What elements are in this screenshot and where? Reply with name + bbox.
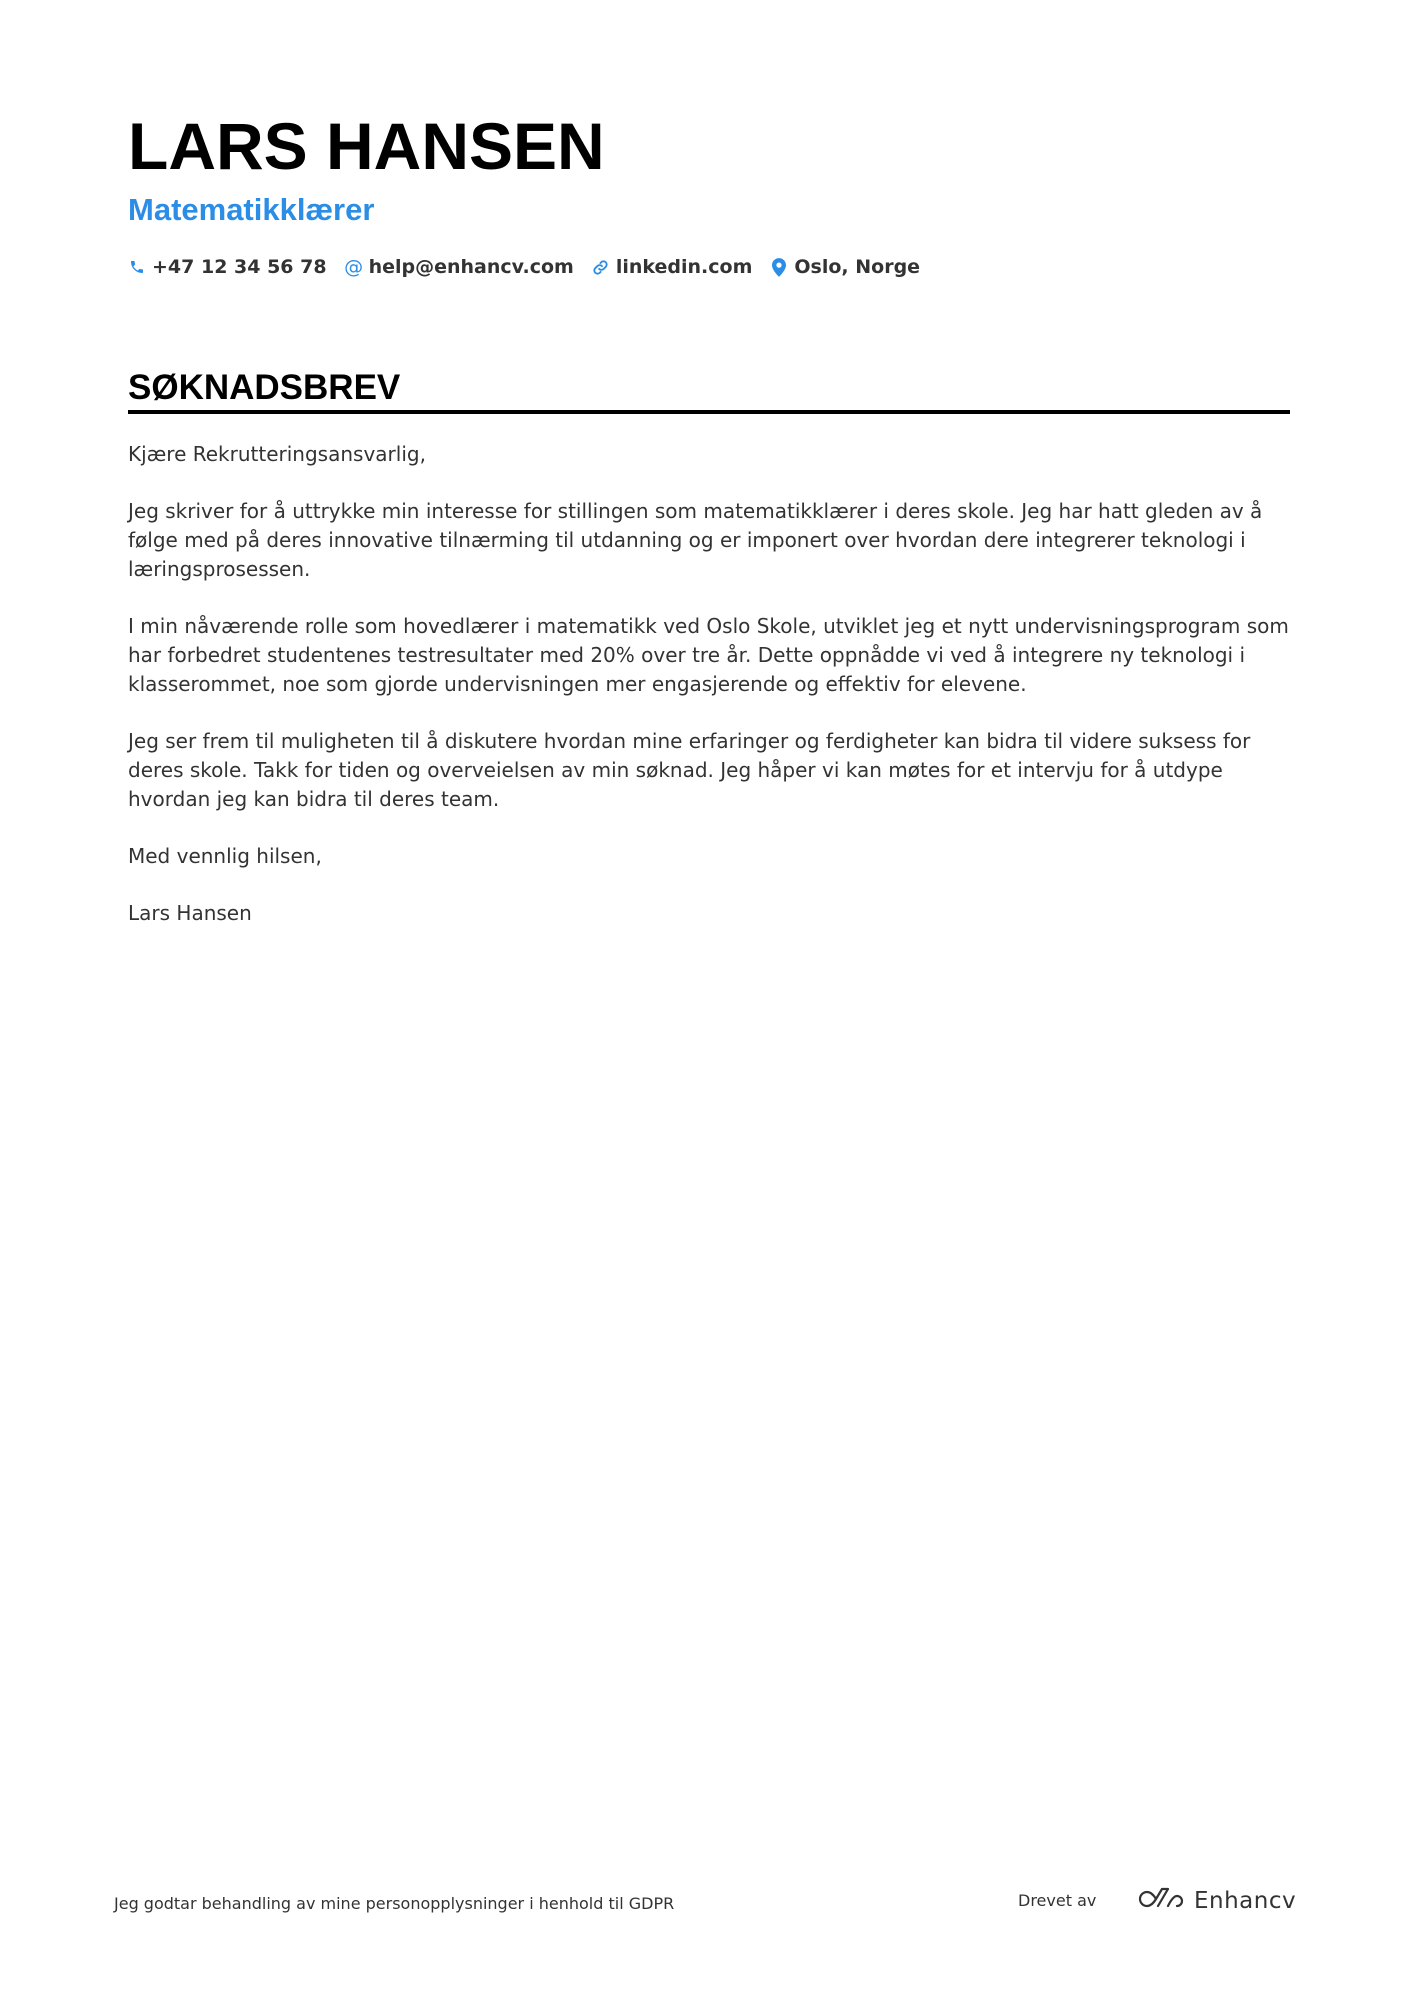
contact-phone bbox=[128, 256, 327, 278]
contact-email-text[interactable]: help@enhancv.com bbox=[368, 256, 574, 278]
section-title: SØKNADSBREV bbox=[128, 368, 401, 407]
gdpr-consent-text: Jeg godtar behandling av mine personopplysninger i henhold til GDPR bbox=[114, 1894, 675, 1913]
applicant-name: LARS HANSEN bbox=[128, 109, 605, 183]
phone-icon bbox=[128, 257, 146, 277]
contact-email[interactable] bbox=[345, 256, 574, 278]
letter-paragraph: I min nåværende rolle som hovedlærer i matematikk ved Oslo Skole, utviklet jeg et nytt undervisningsprogram som har forbedret studentenes testresultater med 20% over tre år. Dette oppnådde vi ved å integrere ny teknologi i klasserommet, noe som gjorde undervisningen mer engasjerende og effektiv for elevene. bbox=[128, 614, 1289, 696]
contact-phone-text: +47 12 34 56 78 bbox=[152, 256, 327, 278]
brand-name: Enhancv bbox=[1194, 1888, 1297, 1914]
letter-closing: Med vennlig hilsen, bbox=[128, 844, 322, 868]
enhancv-logo-icon bbox=[1138, 1886, 1186, 1916]
at-icon: @ bbox=[344, 256, 364, 278]
contact-bar bbox=[128, 252, 938, 282]
enhancv-brand[interactable] bbox=[1138, 1886, 1296, 1916]
powered-by-label: Drevet av bbox=[1018, 1891, 1097, 1910]
letter-paragraph: Jeg skriver for å uttrykke min interesse for stillingen som matematikklærer i deres skole. Jeg har hatt gleden av å følge med på deres innovative tilnærming til utdanning og er imponert over hvordan dere integrerer teknologi i læringsprosessen. bbox=[128, 499, 1263, 581]
contact-location-text: Oslo, Norge bbox=[794, 256, 921, 278]
letter-body bbox=[128, 440, 1290, 956]
letter-greeting: Kjære Rekrutteringsansvarlig, bbox=[128, 442, 426, 466]
job-title: Matematikklærer bbox=[128, 192, 375, 227]
contact-linkedin[interactable] bbox=[592, 256, 753, 278]
link-icon bbox=[592, 257, 610, 277]
contact-linkedin-text[interactable]: linkedin.com bbox=[615, 256, 753, 278]
letter-paragraph: Jeg ser frem til muligheten til å diskutere hvordan mine erfaringer og ferdigheter kan bidra til videre suksess for deres skole. Takk for tiden og overveielsen av min søknad. Jeg håper vi kan møtes for et intervju for å utdype hvordan jeg kan bidra til deres team. bbox=[128, 729, 1251, 811]
section-divider bbox=[128, 410, 1290, 414]
letter-signature: Lars Hansen bbox=[128, 901, 252, 925]
contact-location bbox=[770, 256, 920, 278]
location-pin-icon bbox=[770, 257, 788, 277]
